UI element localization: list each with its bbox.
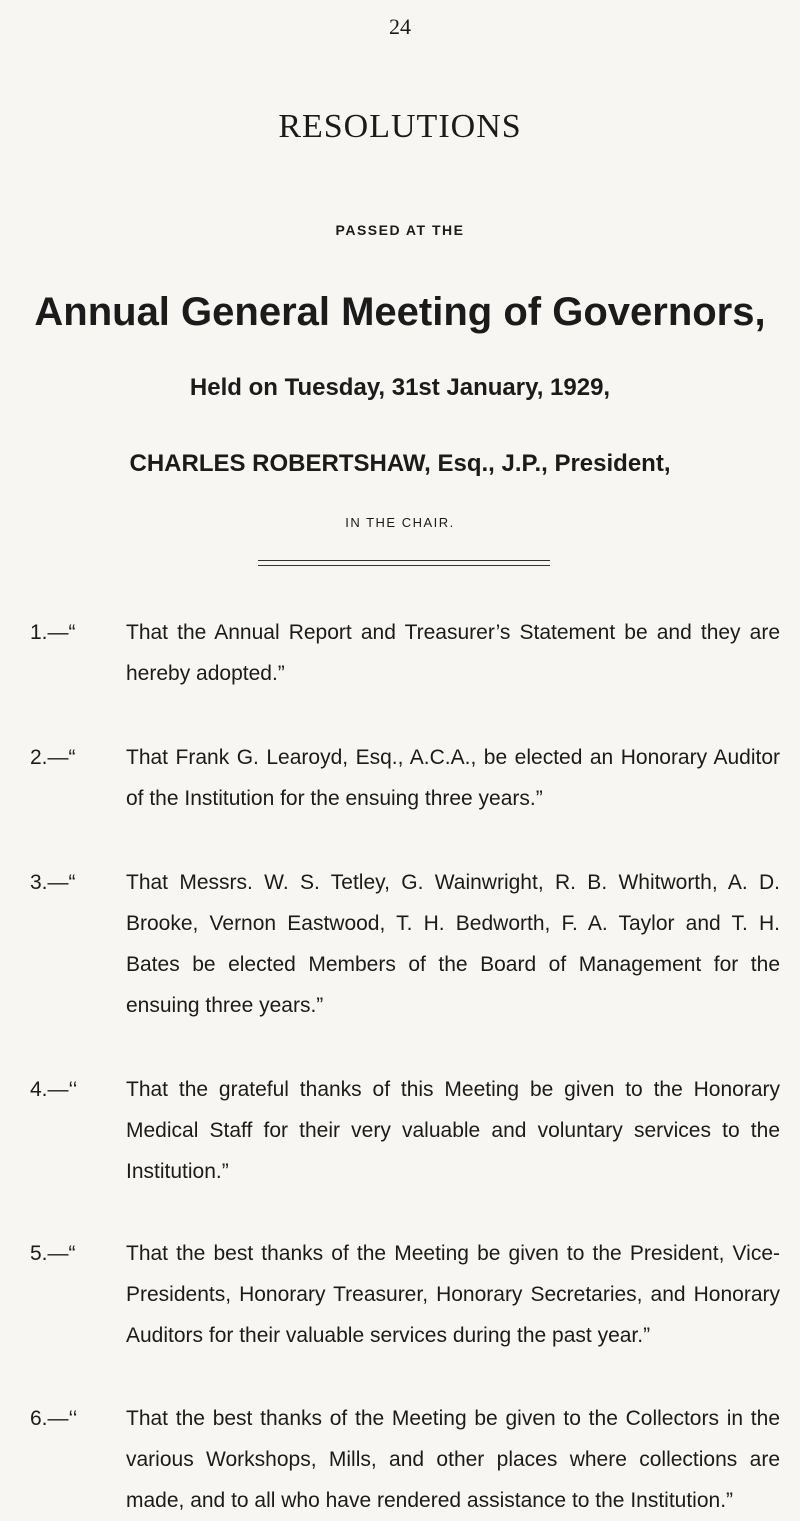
resolution-number: 1.—“	[30, 621, 76, 644]
resolution-item	[30, 612, 780, 694]
resolution-item	[30, 862, 780, 1026]
page-number: 24	[389, 14, 411, 39]
held-date-line: Held on Tuesday, 31st January, 1929,	[189, 374, 611, 401]
resolutions-title: RESOLUTIONS	[278, 108, 522, 145]
resolution-text: That the best thanks of the Meeting be given to the Collectors in the various Workshops, Mills, and other places where collections are made, and to all who have rendered assistance to the Institution.”	[126, 1407, 780, 1512]
resolution-text: That Frank G. Learoyd, Esq., A.C.A., be elected an Honorary Auditor of the Institution for the ensuing three years.”	[126, 746, 780, 810]
resolution-text: That Messrs. W. S. Tetley, G. Wainwright, R. B. Whitworth, A. D. Brooke, Vernon Eastwood, T. H. Bedworth, F. A. Taylor and T. H. Bates be elected Members of the Board of Management for the ensuing three years.”	[126, 871, 780, 1017]
resolution-text: That the Annual Report and Treasurer’s Statement be and they are hereby adopted.”	[126, 621, 780, 685]
resolution-item	[30, 1233, 780, 1356]
resolution-number: 6.—‘‘	[30, 1407, 78, 1430]
resolution-number: 5.—“	[30, 1242, 76, 1265]
resolution-number: 2.—“	[30, 746, 76, 769]
resolution-text: That the best thanks of the Meeting be given to the President, Vice-Presidents, Honorary Treasurer, Honorary Secretaries, and Honorary Auditors for their valuable services during the past year.”	[126, 1242, 780, 1347]
resolution-item	[30, 1398, 780, 1521]
resolution-number: 3.—“	[30, 871, 76, 894]
double-rule-divider	[258, 560, 550, 566]
resolution-item	[30, 737, 780, 819]
passed-at-the-subtitle: PASSED AT THE	[335, 222, 465, 238]
resolution-number: 4.—‘‘	[30, 1078, 78, 1101]
resolution-text: That the grateful thanks of this Meeting be given to the Honorary Medical Staff for their very valuable and voluntary services to the Institution.”	[126, 1078, 780, 1183]
meeting-heading: Annual General Meeting of Governors,	[34, 290, 766, 334]
in-the-chair-line: IN THE CHAIR.	[345, 515, 455, 530]
chairman-line: CHARLES ROBERTSHAW, Esq., J.P., President,	[129, 450, 671, 477]
resolution-item	[30, 1069, 780, 1192]
